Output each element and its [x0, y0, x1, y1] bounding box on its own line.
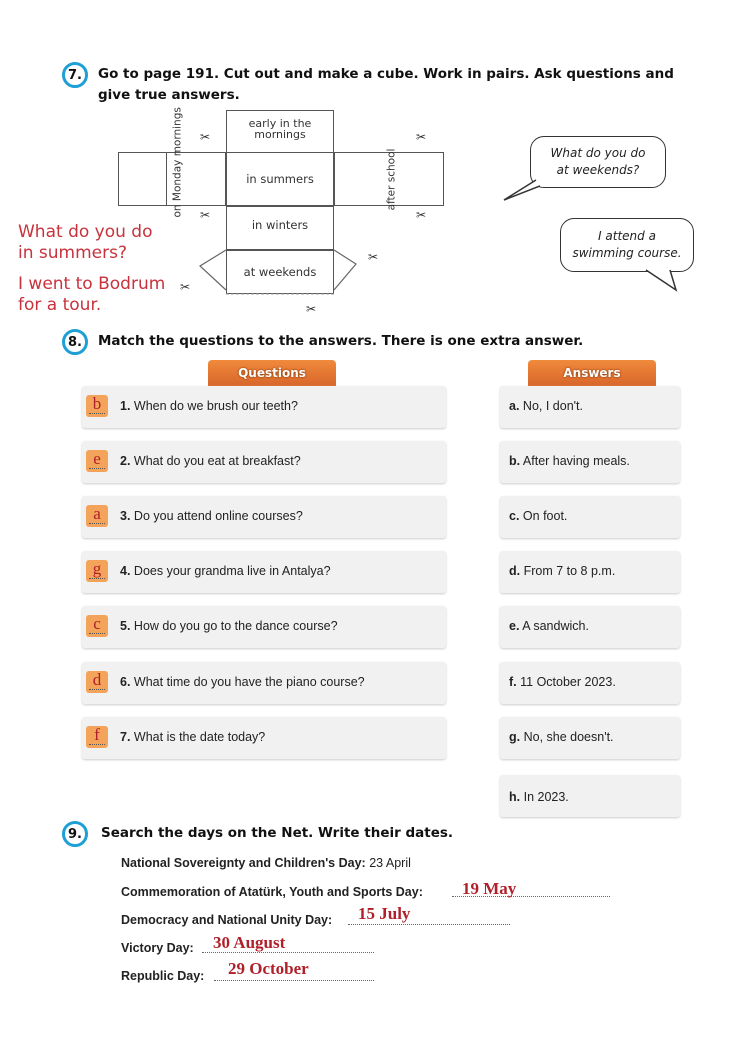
answer-text: From 7 to 8 p.m. [523, 564, 616, 578]
answer-slot-letter: g [92, 559, 102, 578]
task8-number-badge [62, 329, 88, 355]
date-line-3 [121, 913, 332, 927]
question-text: How do you go to the dance course? [133, 619, 338, 633]
question-number: 5. [120, 619, 131, 633]
answer-text: 11 October 2023. [520, 675, 616, 689]
scissors-icon-4: ✂ [416, 208, 427, 222]
date-answer-2: 19 May [462, 879, 517, 898]
question-text: Do you attend online courses? [133, 509, 303, 523]
answer-text: On foot. [522, 509, 568, 523]
date-blank-3[interactable] [348, 924, 510, 925]
date-label: Democracy and National Unity Day: [121, 913, 333, 927]
answer-text: After having meals. [522, 454, 630, 468]
task8-number: 8. [68, 334, 82, 350]
answer-slot-letter: f [94, 725, 100, 744]
net-glue-tabs [180, 240, 360, 310]
task7-number-badge [62, 62, 88, 88]
question-row-1 [82, 386, 446, 428]
task8-instructions: Match the questions to the answers. There is one extra answer. [98, 333, 584, 349]
answer-slot-1[interactable] [86, 395, 108, 417]
answer-letter: f. [509, 675, 517, 689]
net-label-left: on Monday mornings [171, 107, 184, 218]
bubble-answer-tail [640, 266, 680, 294]
question-text: What time do you have the piano course? [133, 675, 365, 689]
scissors-icon-6: ✂ [180, 280, 191, 294]
answer-row-d [500, 551, 680, 593]
date-value: 23 April [369, 856, 411, 870]
question-number: 2. [120, 454, 131, 468]
scissors-icon-1: ✂ [200, 130, 211, 144]
answer-text: In 2023. [523, 790, 569, 804]
task9-number-badge [62, 821, 88, 847]
net-label-right: after school [385, 148, 398, 211]
answer-row-a [500, 386, 680, 428]
example-question: What do you do in summers? [18, 222, 153, 263]
speech-bubble-question [530, 136, 666, 188]
question-number: 3. [120, 509, 131, 523]
net-label-center: in summers [246, 172, 314, 186]
answer-row-e [500, 606, 680, 648]
date-label: National Sovereignty and Children's Day: [121, 856, 366, 870]
question-row-6 [82, 662, 446, 704]
question-text: Does your grandma live in Antalya? [133, 564, 331, 578]
answer-row-g [500, 717, 680, 759]
net-label-below: in winters [251, 218, 309, 232]
net-tab-right [430, 152, 444, 206]
task7-instructions: Go to page 191. Cut out and make a cube. Work in pairs. Ask questions and give true answers. [98, 66, 674, 103]
question-row-4 [82, 551, 446, 593]
answer-slot-3[interactable] [86, 505, 108, 527]
date-answer-5: 29 October [228, 959, 309, 978]
date-line-2 [121, 885, 423, 899]
net-label-top: early in the mornings [248, 117, 312, 141]
questions-header: Questions [208, 360, 336, 386]
answer-row-b [500, 441, 680, 483]
question-row-7 [82, 717, 446, 759]
question-text: What is the date today? [133, 730, 266, 744]
bubble-question-text: What do you do at weekends? [550, 146, 646, 177]
date-line-1 [121, 856, 411, 870]
bubble-question-tail [500, 178, 540, 204]
net-face-right [334, 152, 432, 206]
answer-letter: h. [509, 790, 521, 804]
question-row-5 [82, 606, 446, 648]
answer-letter: e. [509, 619, 520, 633]
date-line-4 [121, 941, 194, 955]
question-number: 1. [120, 399, 131, 413]
date-label: Victory Day: [121, 941, 194, 955]
date-line-5 [121, 969, 204, 983]
answer-letter: a. [509, 399, 520, 413]
answer-text: A sandwich. [522, 619, 589, 633]
answer-row-f [500, 662, 680, 704]
net-tab-left [118, 152, 168, 206]
question-number: 7. [120, 730, 131, 744]
answer-slot-letter: d [92, 670, 102, 689]
answer-slot-letter: e [93, 449, 101, 468]
scissors-icon-2: ✂ [416, 130, 427, 144]
question-row-3 [82, 496, 446, 538]
answer-letter: b. [509, 454, 521, 468]
question-row-2 [82, 441, 446, 483]
task9-number: 9. [68, 826, 82, 842]
answer-slot-5[interactable] [86, 615, 108, 637]
answer-text: No, I don't. [522, 399, 583, 413]
answer-slot-7[interactable] [86, 726, 108, 748]
scissors-icon-7: ✂ [306, 302, 317, 316]
answer-slot-2[interactable] [86, 450, 108, 472]
bubble-answer-text: I attend a swimming course. [572, 229, 682, 260]
question-number: 6. [120, 675, 131, 689]
date-answer-4: 30 August [213, 933, 286, 952]
question-number: 4. [120, 564, 131, 578]
question-text: When do we brush our teeth? [133, 399, 298, 413]
scissors-icon-3: ✂ [200, 208, 211, 222]
net-label-bottom: at weekends [243, 265, 317, 279]
date-blank-5[interactable] [214, 980, 374, 981]
answer-row-h [500, 775, 680, 817]
answer-text: No, she doesn't. [523, 730, 614, 744]
answer-letter: d. [509, 564, 521, 578]
scissors-icon-5: ✂ [368, 250, 379, 264]
answer-row-c [500, 496, 680, 538]
answer-slot-4[interactable] [86, 560, 108, 582]
task9-instructions: Search the days on the Net. Write their dates. [101, 825, 454, 841]
answers-header: Answers [528, 360, 656, 386]
date-label: Republic Day: [121, 969, 205, 983]
answer-letter: c. [509, 509, 520, 523]
date-answer-3: 15 July [358, 904, 411, 923]
question-text: What do you eat at breakfast? [133, 454, 301, 468]
task7-number: 7. [68, 67, 82, 83]
speech-bubble-answer [560, 218, 694, 272]
answer-slot-letter: c [93, 614, 101, 633]
answer-slot-letter: a [93, 504, 101, 523]
example-answer: I went to Bodrum for a tour. [18, 274, 166, 315]
answer-slot-letter: b [92, 394, 102, 413]
answer-letter: g. [509, 730, 521, 744]
answer-slot-6[interactable] [86, 671, 108, 693]
date-label: Commemoration of Atatürk, Youth and Sports Day: [121, 885, 423, 899]
